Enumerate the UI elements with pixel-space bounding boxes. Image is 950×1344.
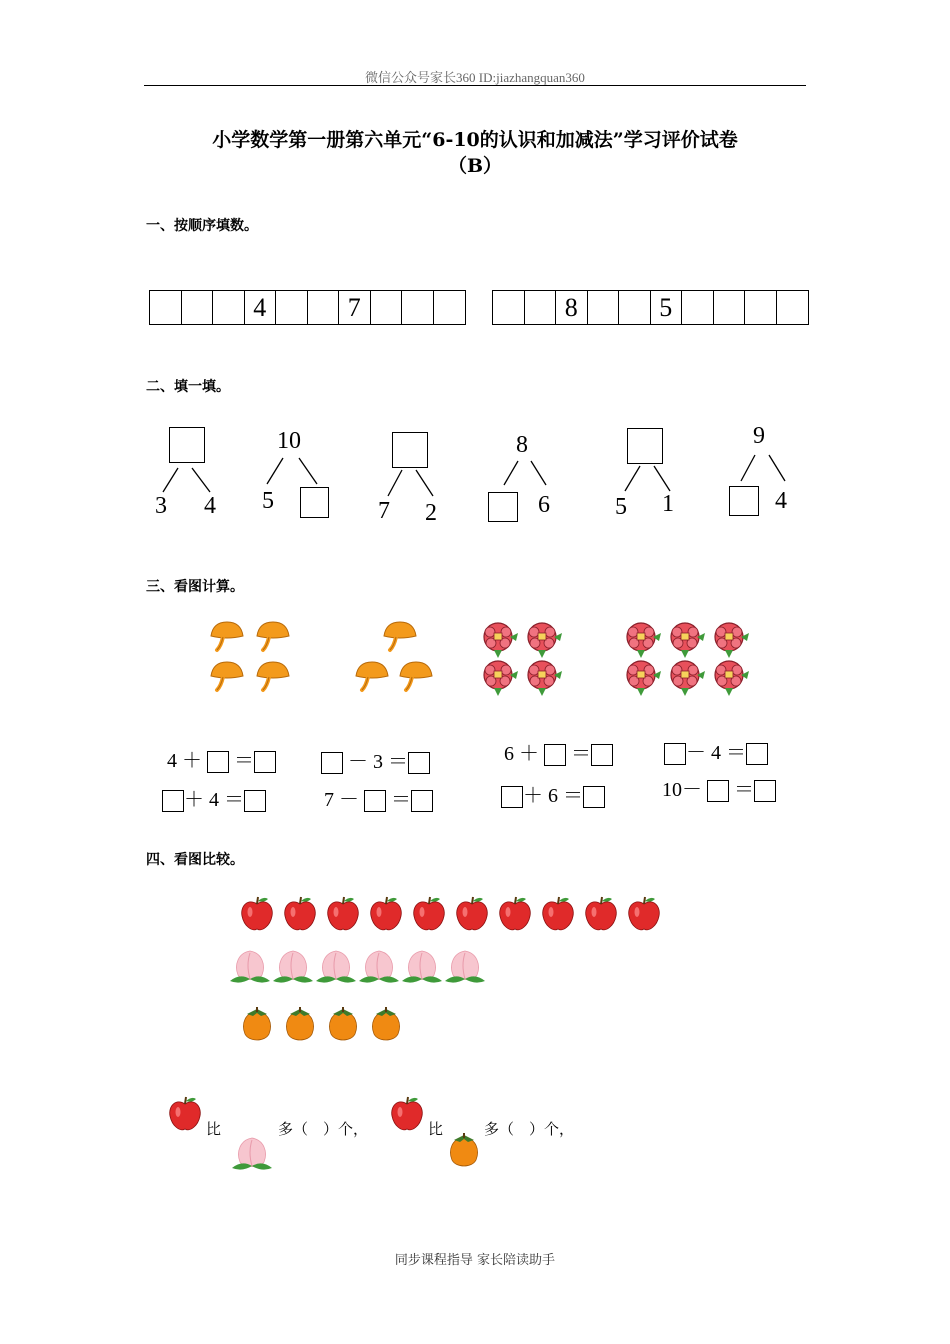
answer-box[interactable] [244, 790, 266, 812]
sequence-cell: 7 [339, 291, 371, 324]
sequence-cell[interactable] [777, 291, 809, 324]
page-header: 微信公众号家长360 ID:jiazhangquan360 [365, 70, 585, 85]
number-bond-lines [140, 420, 820, 530]
sequence-cell[interactable] [213, 291, 245, 324]
apple-icon [167, 1094, 203, 1134]
sequence-cell[interactable] [371, 291, 403, 324]
bond-left-box[interactable] [729, 486, 759, 516]
peach-icon [230, 951, 270, 983]
page-title-variant: （B） [447, 155, 503, 177]
page-title: 小学数学第一册第六单元“6-10的认识和加减法”学习评价试卷 [212, 129, 738, 151]
sequence-cell[interactable] [434, 291, 466, 324]
flower-icon [528, 661, 562, 696]
section-heading-2: 二、填一填。 [146, 379, 230, 395]
bond-left-number: 5 [262, 488, 274, 514]
apple-icon [371, 897, 402, 930]
compare-more-2: 多（ ）个， [484, 1120, 575, 1138]
answer-box[interactable] [408, 752, 430, 774]
peach-icon [445, 951, 485, 983]
apple-icon [285, 897, 316, 930]
apple-row [238, 893, 678, 938]
peach-icon [359, 951, 399, 983]
sequence-cell[interactable] [525, 291, 557, 324]
peach-icon [230, 1134, 274, 1174]
apple-icon [586, 897, 617, 930]
bond-right-number: 4 [775, 488, 787, 514]
bond-right-box[interactable] [300, 487, 329, 518]
equation: ＋ 6 ＝ [501, 779, 605, 808]
answer-box[interactable] [254, 751, 276, 773]
answer-box[interactable] [746, 743, 768, 765]
sequence-cell[interactable] [402, 291, 434, 324]
sequence-cell[interactable] [619, 291, 651, 324]
bond-top-box[interactable] [392, 432, 428, 468]
flower-icon [715, 623, 749, 658]
apple-icon [457, 897, 488, 930]
bond-right-number: 1 [662, 491, 674, 517]
bond-right-number: 4 [204, 493, 216, 519]
mushroom-icon [257, 662, 289, 690]
sequence-row-1 [149, 290, 466, 325]
equation: 4 ＋ ＝ [167, 744, 276, 773]
answer-box[interactable] [411, 790, 433, 812]
mushroom-icon [211, 662, 243, 690]
apple-icon [414, 897, 445, 930]
peach-icon [273, 951, 313, 983]
mushroom-icon [211, 622, 243, 650]
sequence-cell: 5 [651, 291, 683, 324]
sequence-row-2 [492, 290, 809, 325]
equation: ＋ 4 ＝ [162, 783, 266, 812]
flower-icon [627, 661, 661, 696]
equation: 7 － ＝ [324, 783, 433, 812]
persimmon-icon [244, 1007, 271, 1040]
equation: 10－ ＝ [662, 773, 776, 802]
bond-right-number: 6 [538, 492, 550, 518]
flower-icon [715, 661, 749, 696]
flower-icon [484, 623, 518, 658]
bond-top-number: 8 [516, 432, 528, 458]
sequence-cell: 8 [556, 291, 588, 324]
answer-box[interactable] [664, 743, 686, 765]
peach-icon [402, 951, 442, 983]
sequence-cell[interactable] [745, 291, 777, 324]
flower-icon [627, 623, 661, 658]
bond-top-number: 9 [753, 423, 765, 449]
mushroom-icon [400, 662, 432, 690]
persimmon-icon [287, 1007, 314, 1040]
persimmon-icon [373, 1007, 400, 1040]
mushroom-icon [356, 662, 388, 690]
mushroom-group-1 [205, 618, 300, 700]
mushroom-group-2 [350, 618, 445, 700]
header-divider [144, 85, 806, 86]
mushroom-icon [384, 622, 416, 650]
flower-icon [671, 661, 705, 696]
bond-left-number: 3 [155, 493, 167, 519]
sequence-cell[interactable] [682, 291, 714, 324]
bond-left-number: 7 [378, 498, 390, 524]
mushroom-icon [257, 622, 289, 650]
apple-icon [389, 1094, 425, 1134]
sequence-cell[interactable] [493, 291, 525, 324]
persimmon-icon [447, 1130, 481, 1172]
persimmon-row [239, 1004, 414, 1048]
sequence-cell[interactable] [182, 291, 214, 324]
answer-box[interactable] [591, 744, 613, 766]
flower-icon [528, 623, 562, 658]
bond-top-box[interactable] [627, 428, 663, 464]
answer-box[interactable] [707, 780, 729, 802]
section-heading-4: 四、看图比较。 [146, 852, 244, 868]
bond-top-box[interactable] [169, 427, 205, 463]
sequence-cell[interactable] [276, 291, 308, 324]
equation: － 4 ＝ [664, 736, 768, 765]
bond-right-number: 2 [425, 500, 437, 526]
bond-top-number: 10 [277, 428, 301, 454]
sequence-cell[interactable] [714, 291, 746, 324]
sequence-cell: 4 [245, 291, 277, 324]
answer-box[interactable] [501, 786, 523, 808]
sequence-cell[interactable] [308, 291, 340, 324]
peach-icon [316, 951, 356, 983]
sequence-cell[interactable] [150, 291, 182, 324]
section-heading-1: 一、按顺序填数。 [146, 218, 258, 234]
answer-box[interactable] [583, 786, 605, 808]
apple-icon [629, 897, 660, 930]
flower-group-2 [621, 618, 761, 700]
apple-icon [500, 897, 531, 930]
compare-bi: 比 [206, 1120, 222, 1138]
page-footer: 同步课程指导 家长陪读助手 [394, 1253, 556, 1268]
answer-box[interactable] [321, 752, 343, 774]
flower-icon [671, 623, 705, 658]
apple-icon [328, 897, 359, 930]
answer-box[interactable] [207, 751, 229, 773]
answer-box[interactable] [544, 744, 566, 766]
compare-bi-2: 比 [428, 1120, 444, 1138]
section-heading-3: 三、看图计算。 [146, 579, 244, 595]
sequence-cell[interactable] [588, 291, 620, 324]
apple-icon [543, 897, 574, 930]
answer-box[interactable] [364, 790, 386, 812]
equation: 6 ＋ ＝ [504, 737, 613, 766]
equation: － 3 ＝ [321, 745, 430, 774]
bond-left-number: 5 [615, 494, 627, 520]
answer-box[interactable] [754, 780, 776, 802]
peach-row [228, 947, 498, 989]
bond-left-box[interactable] [488, 492, 518, 522]
flower-icon [484, 661, 518, 696]
apple-icon [242, 897, 273, 930]
flower-group-1 [478, 618, 573, 700]
persimmon-icon [330, 1007, 357, 1040]
compare-more-1: 多（ ）个， [278, 1120, 369, 1138]
answer-box[interactable] [162, 790, 184, 812]
